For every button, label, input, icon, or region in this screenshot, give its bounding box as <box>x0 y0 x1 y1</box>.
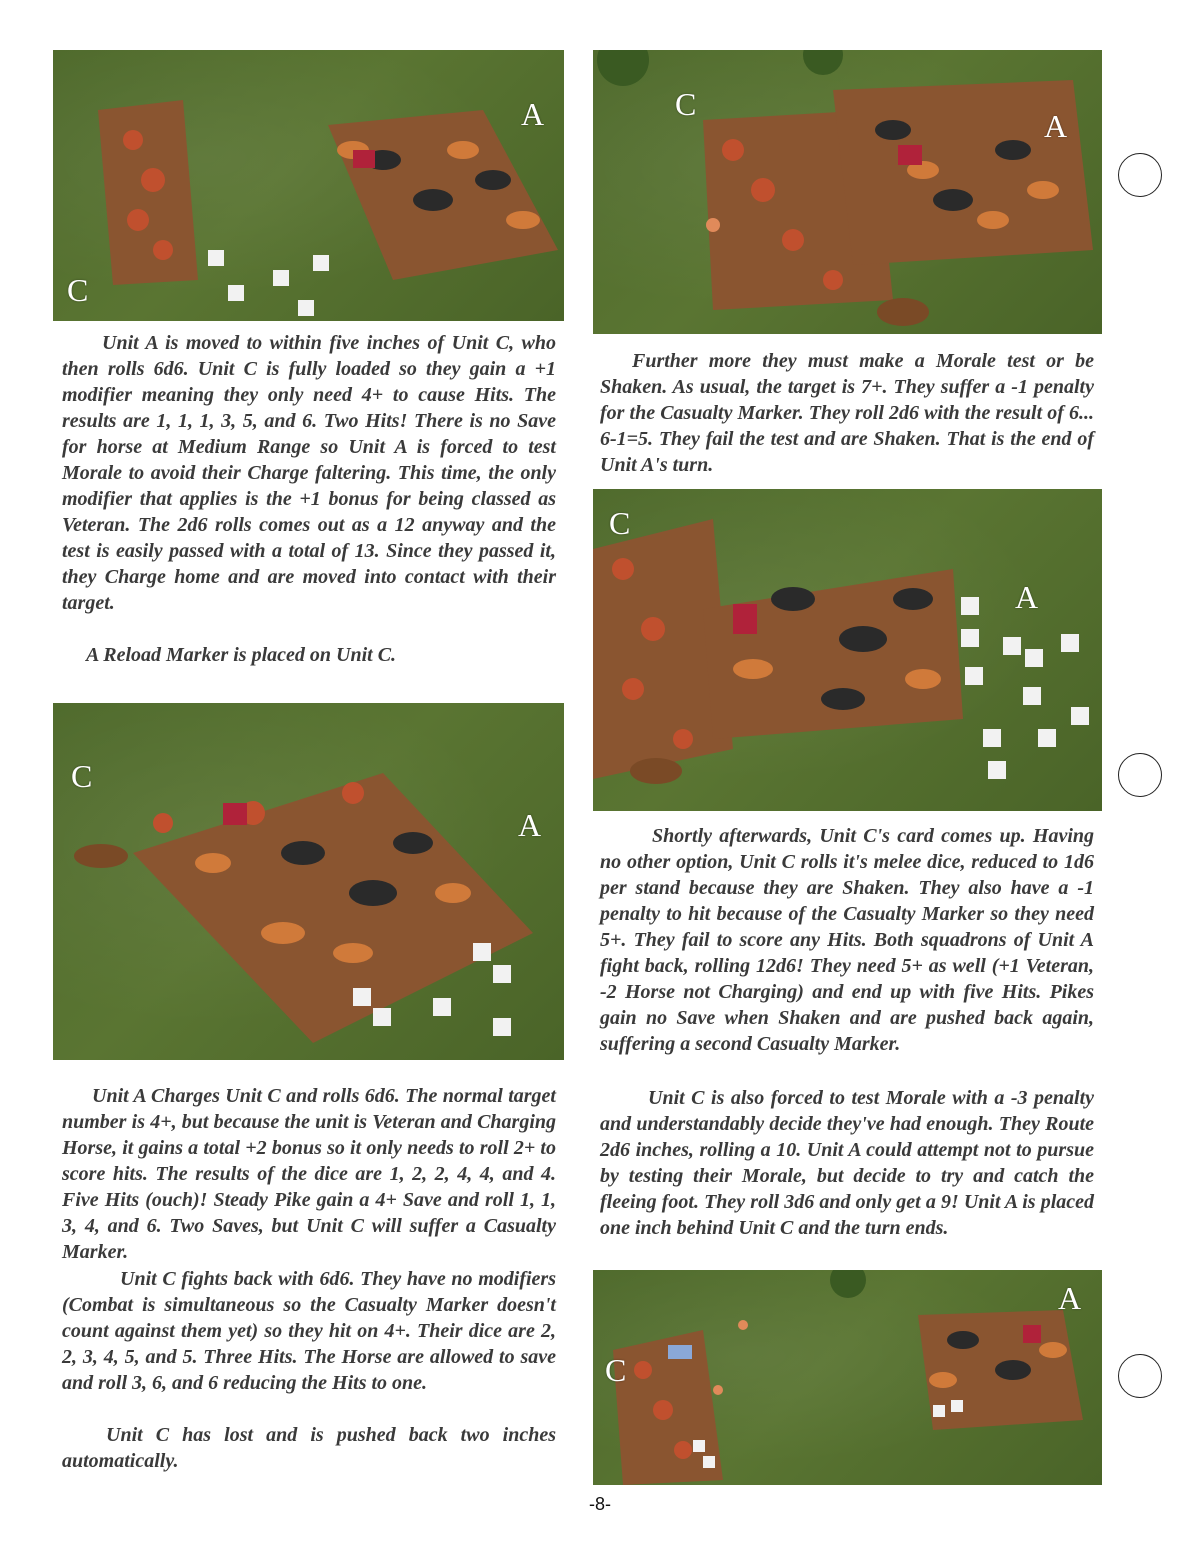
left-paragraph-3: Unit A Charges Unit C and rolls 6d6. The normal target number is 4+, but because the unit is Veteran and Charging Horse, it gains a total +2 bonus so it only needs to roll 2+ to score hits. The results of the dice are 1, 2, 2, 4, 4, and 4. Five Hits (ouch)! Steady Pike gain a 4+ Save and roll 1, 1, 3, 4, and 6. Two Saves, but Unit C will suffer a Casualty Marker. <box>62 1085 556 1263</box>
binder-hole-bottom <box>1118 1354 1162 1398</box>
left-paragraph-2: A Reload Marker is placed on Unit C. <box>86 644 397 666</box>
left-paragraph-4: Unit C fights back with 6d6. They have no modifiers (Combat is simultaneous so the Casualty Marker doesn't count against them yet) so they hit on 4+. Their dice are 2, 2, 3, 4, 5, and 5. Three Hits. The Horse are allowed to save and roll 3, 6, and 6 reducing the Hits to one. <box>62 1268 556 1394</box>
photo-5-scene <box>593 1270 1102 1485</box>
left-paragraph-5: Unit C has lost and is pushed back two inches automatically. <box>62 1424 556 1472</box>
unit-label-c: C <box>609 505 631 541</box>
photo-1-scene <box>53 50 564 321</box>
unit-label-c: C <box>67 272 89 308</box>
photo-2 <box>593 50 1102 334</box>
unit-label-a: A <box>1058 1280 1082 1316</box>
binder-hole-top <box>1118 153 1162 197</box>
unit-label-c: C <box>71 758 93 794</box>
left-paragraph-1: Unit A is moved to within five inches of Unit C, who then rolls 6d6. Unit C is fully loaded so they gain a +1 modifier meaning they only need 4+ to cause Hits. The results are 1, 1, 1, 3, 5, and 6. Two Hits! There is no Save for horse at Medium Range so Unit A is forced to test Morale to avoid their Charge faltering. This time, the only modifier that applies is the +1 bonus for being classed as Veteran. The 2d6 rolls comes out as a 12 anyway and the test is easily passed with a total of 13. Since they passed it, they Charge home and are moved into contact with their target. <box>62 332 556 614</box>
unit-label-a: A <box>518 807 542 843</box>
photo-1 <box>53 50 564 321</box>
photo-4 <box>593 489 1102 811</box>
photo-3 <box>53 703 564 1060</box>
right-paragraph-1: Further more they must make a Morale test or be Shaken. As usual, the target is 7+. They suffer a -1 penalty for the Casualty Marker. They roll 2d6 with the result of 6... 6-1=5. They fail the test and are Shaken. That is the end of Unit A's turn. <box>600 350 1094 476</box>
photo-4-scene <box>593 489 1102 811</box>
right-paragraph-2: Shortly afterwards, Unit C's card comes up. Having no other option, Unit C rolls it's melee dice, reduced to 1d6 per stand because they are Shaken. They also have a -1 penalty to hit because of the Casualty Marker so they need 5+. They fail to score any Hits. Both squadrons of Unit A fight back, rolling 12d6! They need 5+ as well (+1 Veteran, -2 Horse not Charging) and end up with five Hits. Pikes gain no Save when Shaken and are pushed back again, suffering a second Casualty Marker. <box>600 825 1094 1055</box>
unit-label-a: A <box>1015 579 1039 615</box>
unit-label-c: C <box>675 86 697 122</box>
unit-label-a: A <box>521 96 545 132</box>
photo-3-scene <box>53 703 564 1060</box>
unit-label-a: A <box>1044 108 1068 144</box>
binder-hole-middle <box>1118 753 1162 797</box>
right-paragraph-3: Unit C is also forced to test Morale with a -3 penalty and understandably decide they've had enough. They Route 2d6 inches, rolling a 10. Unit A could attempt not to pursue by testing their Morale, but decide to try and catch the fleeing foot. They roll 3d6 and only get a 9! Unit A is placed one inch behind Unit C and the turn ends. <box>600 1087 1094 1239</box>
page-number: -8- <box>589 1494 611 1514</box>
photo-5 <box>593 1270 1102 1485</box>
photo-2-scene <box>593 50 1102 334</box>
unit-label-c: C <box>605 1352 627 1388</box>
